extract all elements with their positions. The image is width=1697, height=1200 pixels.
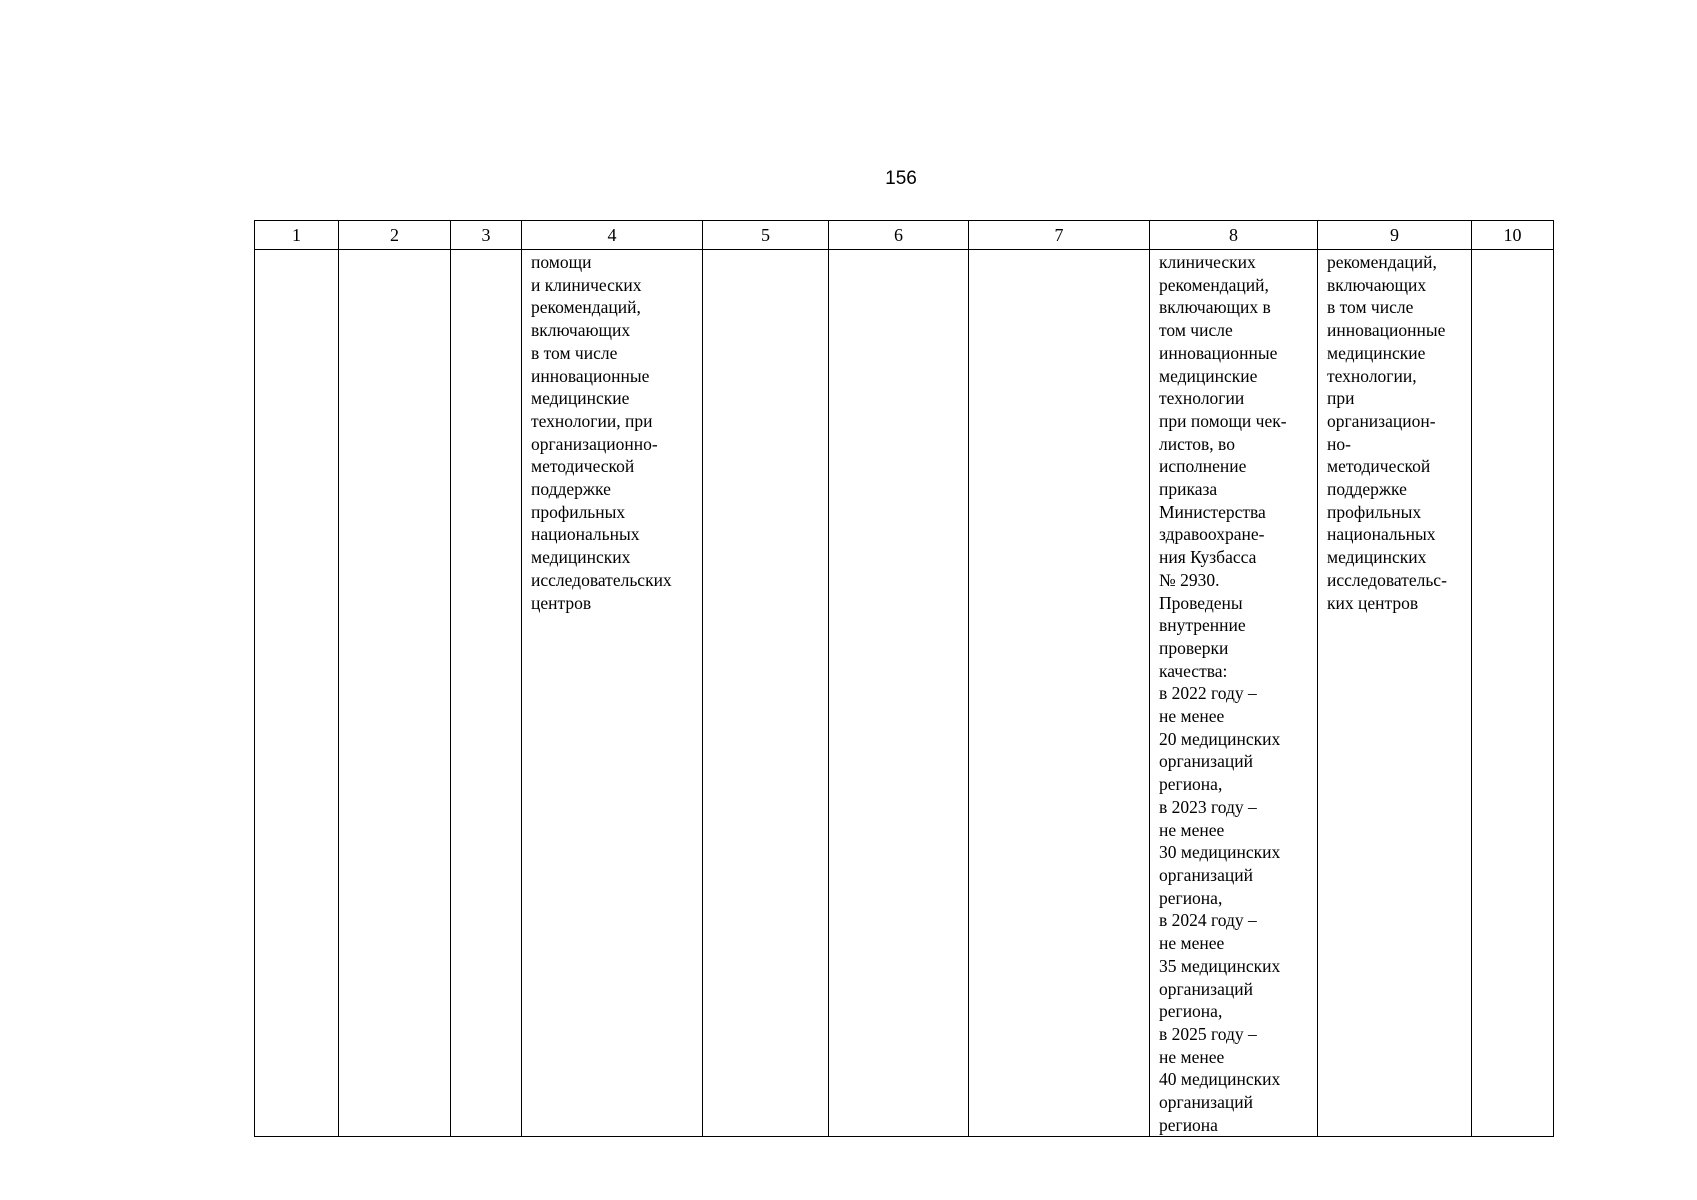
- table-header-row: [255, 221, 1554, 250]
- table-cell-col9: [1318, 250, 1472, 1137]
- cell-text-col8: клинических рекомендаций, включающих в том числе инновационные медицинские технологии при помощи чек- листов, во исполнение приказа Министерства здравоохране- ния Кузбасса № 2930. Проведены внутренние проверки качества: в 2022 году – не менее 20 медицинских организаций региона, в 2023 году – не менее 30 медицинских организаций региона, в 2024 году – не менее 35 медицинских организаций региона, в 2025 году – не менее 40 медицинских организаций региона: [1159, 252, 1287, 1135]
- table-cell-col6: [829, 250, 969, 1137]
- table-cell-col5: [703, 250, 829, 1137]
- cell-text-col3: [451, 250, 521, 251]
- cell-text-col2: [339, 250, 450, 251]
- table-cell-col7: [969, 250, 1150, 1137]
- column-header-2: 2: [339, 221, 451, 250]
- cell-text-col6: [829, 250, 968, 251]
- table-cell-col10: [1472, 250, 1554, 1137]
- table-cell-col4: [522, 250, 703, 1137]
- column-header-1: 1: [255, 221, 339, 250]
- column-header-8: 8: [1150, 221, 1318, 250]
- table-cell-col1: [255, 250, 339, 1137]
- table-cell-col8: [1150, 250, 1318, 1137]
- column-header-5: 5: [703, 221, 829, 250]
- column-header-10: 10: [1472, 221, 1554, 250]
- column-header-3: 3: [451, 221, 522, 250]
- document-table: [254, 220, 1554, 1137]
- cell-text-col7: [969, 250, 1149, 251]
- table-cell-col2: [339, 250, 451, 1137]
- column-header-7: 7: [969, 221, 1150, 250]
- column-header-6: 6: [829, 221, 969, 250]
- table-row: [255, 250, 1554, 1137]
- cell-text-col9: рекомендаций, включающих в том числе инновационные медицинские технологии, при организацион- но- методической поддержке профильных национальных медицинских исследовательс- ких центров: [1327, 252, 1447, 613]
- column-header-9: 9: [1318, 221, 1472, 250]
- cell-text-col10: [1472, 250, 1553, 251]
- page-number: 156: [885, 168, 917, 189]
- table-cell-col3: [451, 250, 522, 1137]
- cell-text-col1: [255, 250, 338, 251]
- cell-text-col4: помощи и клинических рекомендаций, включающих в том числе инновационные медицинские технологии, при организационно- методической поддержке профильных национальных медицинских исследовательских центров: [531, 252, 672, 613]
- column-header-4: 4: [522, 221, 703, 250]
- cell-text-col5: [703, 250, 828, 251]
